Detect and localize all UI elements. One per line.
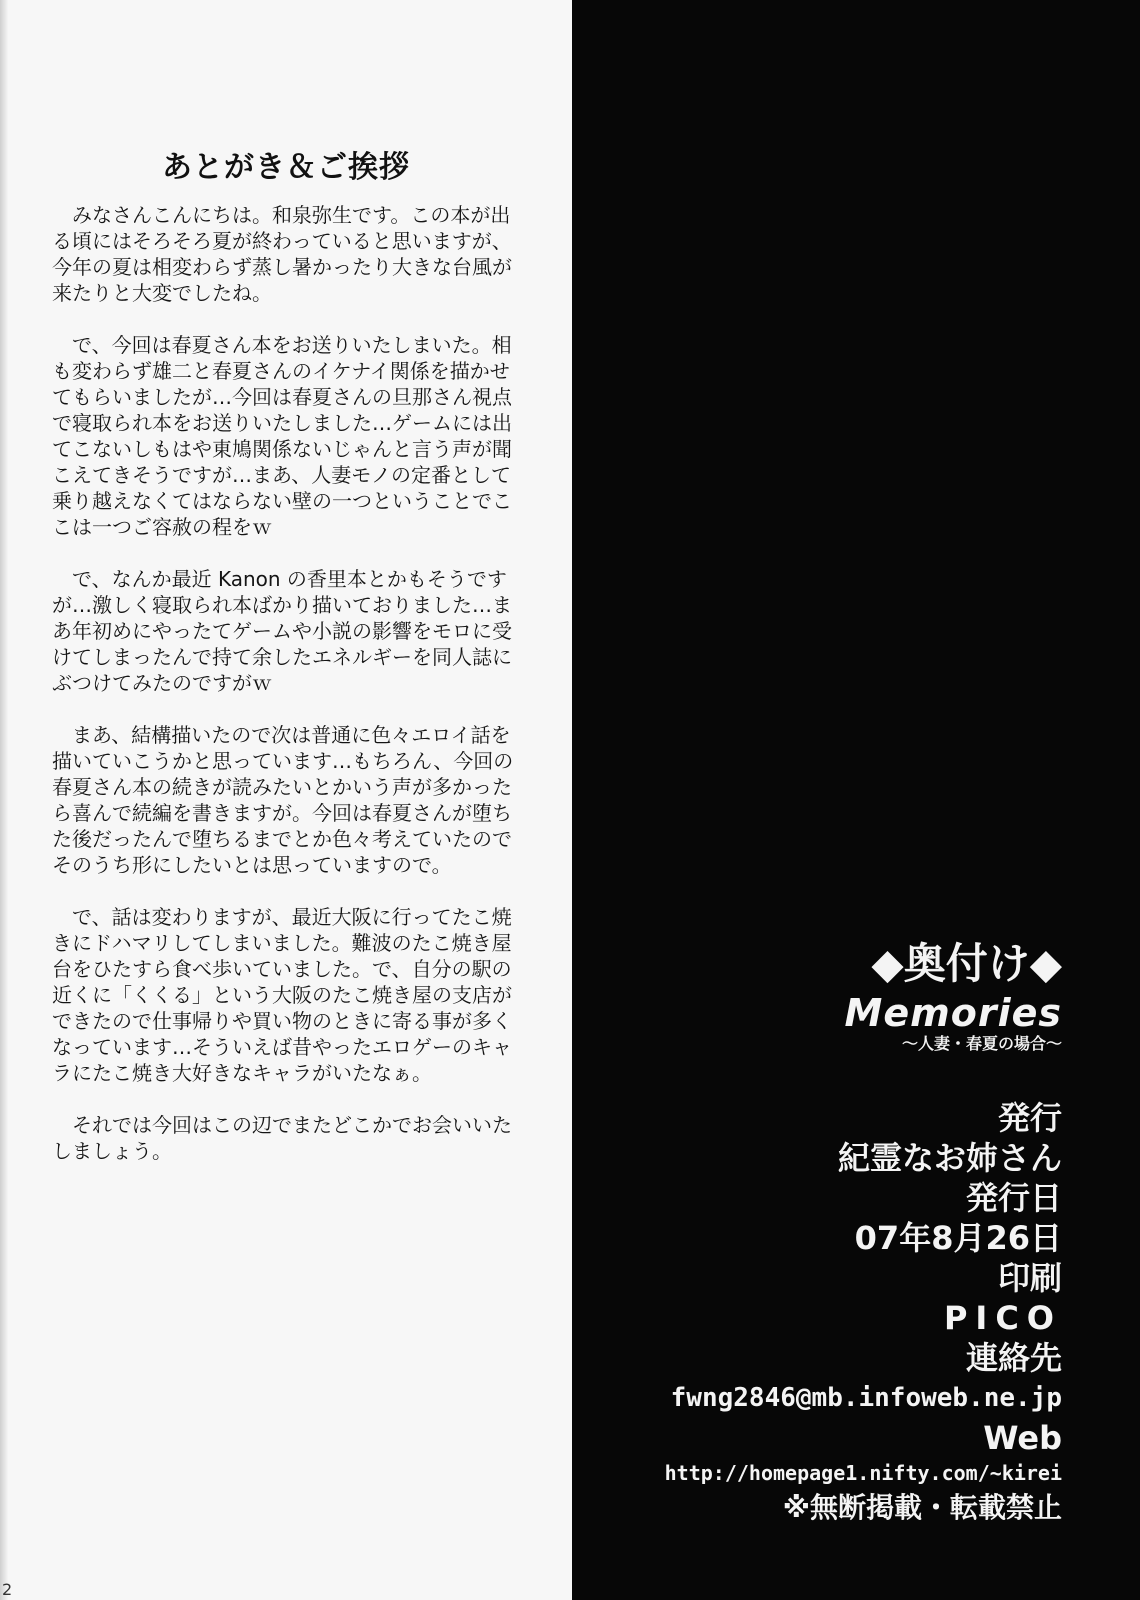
colophon-heading: ◆奥付け◆	[871, 939, 1062, 988]
afterword-paragraph	[52, 332, 532, 540]
afterword-line: る頃にはそろそろ夏が終わっていると思いますが、	[52, 229, 512, 253]
publish-date: 07年8月26日	[854, 1219, 1062, 1257]
afterword-line: た後だったんで堕ちるまでとか色々考えていたので	[52, 827, 512, 851]
afterword-line: で、なんか最近 Kanon の香里本とかもそうです	[52, 567, 507, 591]
afterword-paragraph	[52, 1112, 532, 1164]
web-label: Web	[983, 1419, 1062, 1457]
afterword-line: ラにたこ焼き大好きなキャラがいたなぁ。	[52, 1061, 432, 1085]
afterword-line: みなさんこんにちは。和泉弥生です。この本が出	[52, 203, 511, 227]
afterword-line: 今年の夏は相変わらず蒸し暑かったり大きな台風が	[52, 255, 512, 279]
afterword-line: ぶつけてみたのですがｗ	[52, 671, 272, 695]
afterword-line: で寝取られ本をお送りいたしました…ゲームには出	[52, 411, 512, 435]
book-title: Memories	[844, 991, 1062, 1035]
afterword-line: しましょう。	[52, 1139, 172, 1163]
publisher-name: 紀霊なお姉さん	[837, 1139, 1062, 1177]
page-number: 2	[2, 1580, 13, 1599]
afterword-title: あとがき＆ご挨拶	[162, 150, 410, 185]
web-url: http://homepage1.nifty.com/~kirei	[664, 1461, 1062, 1485]
reprint-notice: ※無断掲載・転載禁止	[782, 1491, 1062, 1524]
afterword-paragraph	[52, 722, 532, 878]
afterword-line: あ年初めにやったてゲームや小説の影響をモロに受	[52, 619, 512, 643]
afterword-line: できたので仕事帰りや買い物のときに寄る事が多く	[52, 1009, 512, 1033]
colophon-page	[572, 0, 1140, 1600]
afterword-paragraph	[52, 566, 532, 696]
book-subtitle: ～人妻・春夏の場合～	[901, 1034, 1062, 1053]
page-binding-edge	[0, 0, 8, 1600]
afterword-line: けてしまったんで持て余したエネルギーを同人誌に	[52, 645, 512, 669]
afterword-line: ら喜んで続編を書きますが。今回は春夏さんが堕ち	[52, 801, 512, 825]
afterword-line: そのうち形にしたいとは思っていますので。	[52, 853, 452, 877]
afterword-line: が…激しく寝取られ本ばかり描いておりました…ま	[52, 593, 512, 617]
afterword-line: こは一つご容赦の程をｗ	[52, 515, 272, 539]
afterword-line: それでは今回はこの辺でまたどこかでお会いいた	[52, 1113, 512, 1137]
printer-name: PICO	[943, 1299, 1062, 1337]
afterword-line: も変わらず雄二と春夏さんのイケナイ関係を描かせ	[52, 359, 510, 383]
afterword-line: で、話は変わりますが、最近大阪に行ってたこ焼	[52, 905, 512, 929]
afterword-line: で、今回は春夏さん本をお送りいたしまいた。相	[52, 333, 512, 357]
afterword-line: まあ、結構描いたので次は普通に色々エロイ話を	[52, 723, 511, 747]
afterword-line: てこないしもはや東鳩関係ないじゃんと言う声が聞	[52, 437, 512, 461]
afterword-line: なっています…そういえば昔やったエロゲーのキャ	[52, 1035, 512, 1059]
colophon	[665, 940, 1062, 1528]
publish-date-label: 発行日	[965, 1179, 1062, 1217]
contact-label: 連絡先	[965, 1339, 1062, 1377]
afterword-paragraph	[52, 904, 532, 1086]
printer-label: 印刷	[997, 1259, 1062, 1297]
afterword-line: 乗り越えなくてはならない壁の一つということでこ	[52, 489, 512, 513]
afterword-line: 近くに「くくる」という大阪のたこ焼き屋の支店が	[52, 983, 512, 1007]
afterword-line: 描いていこうかと思っています…もちろん、今回の	[52, 749, 514, 773]
afterword-line: 春夏さん本の続きが読みたいとかいう声が多かった	[52, 775, 512, 799]
afterword-body	[52, 202, 532, 1190]
afterword-paragraph	[52, 202, 532, 306]
contact-email: fwng2846@mb.infoweb.ne.jp	[670, 1383, 1062, 1413]
afterword-line: きにドハマリしてしまいました。難波のたこ焼き屋	[52, 931, 512, 955]
afterword-line: こえてきそうですが…まあ、人妻モノの定番として	[52, 463, 511, 487]
afterword-line: 来たりと大変でしたね。	[52, 281, 272, 305]
publisher-label: 発行	[997, 1099, 1062, 1137]
afterword-line: てもらいましたが…今回は春夏さんの旦那さん視点	[52, 385, 512, 409]
afterword-line: 台をひたすら食べ歩いていました。で、自分の駅の	[52, 957, 512, 981]
